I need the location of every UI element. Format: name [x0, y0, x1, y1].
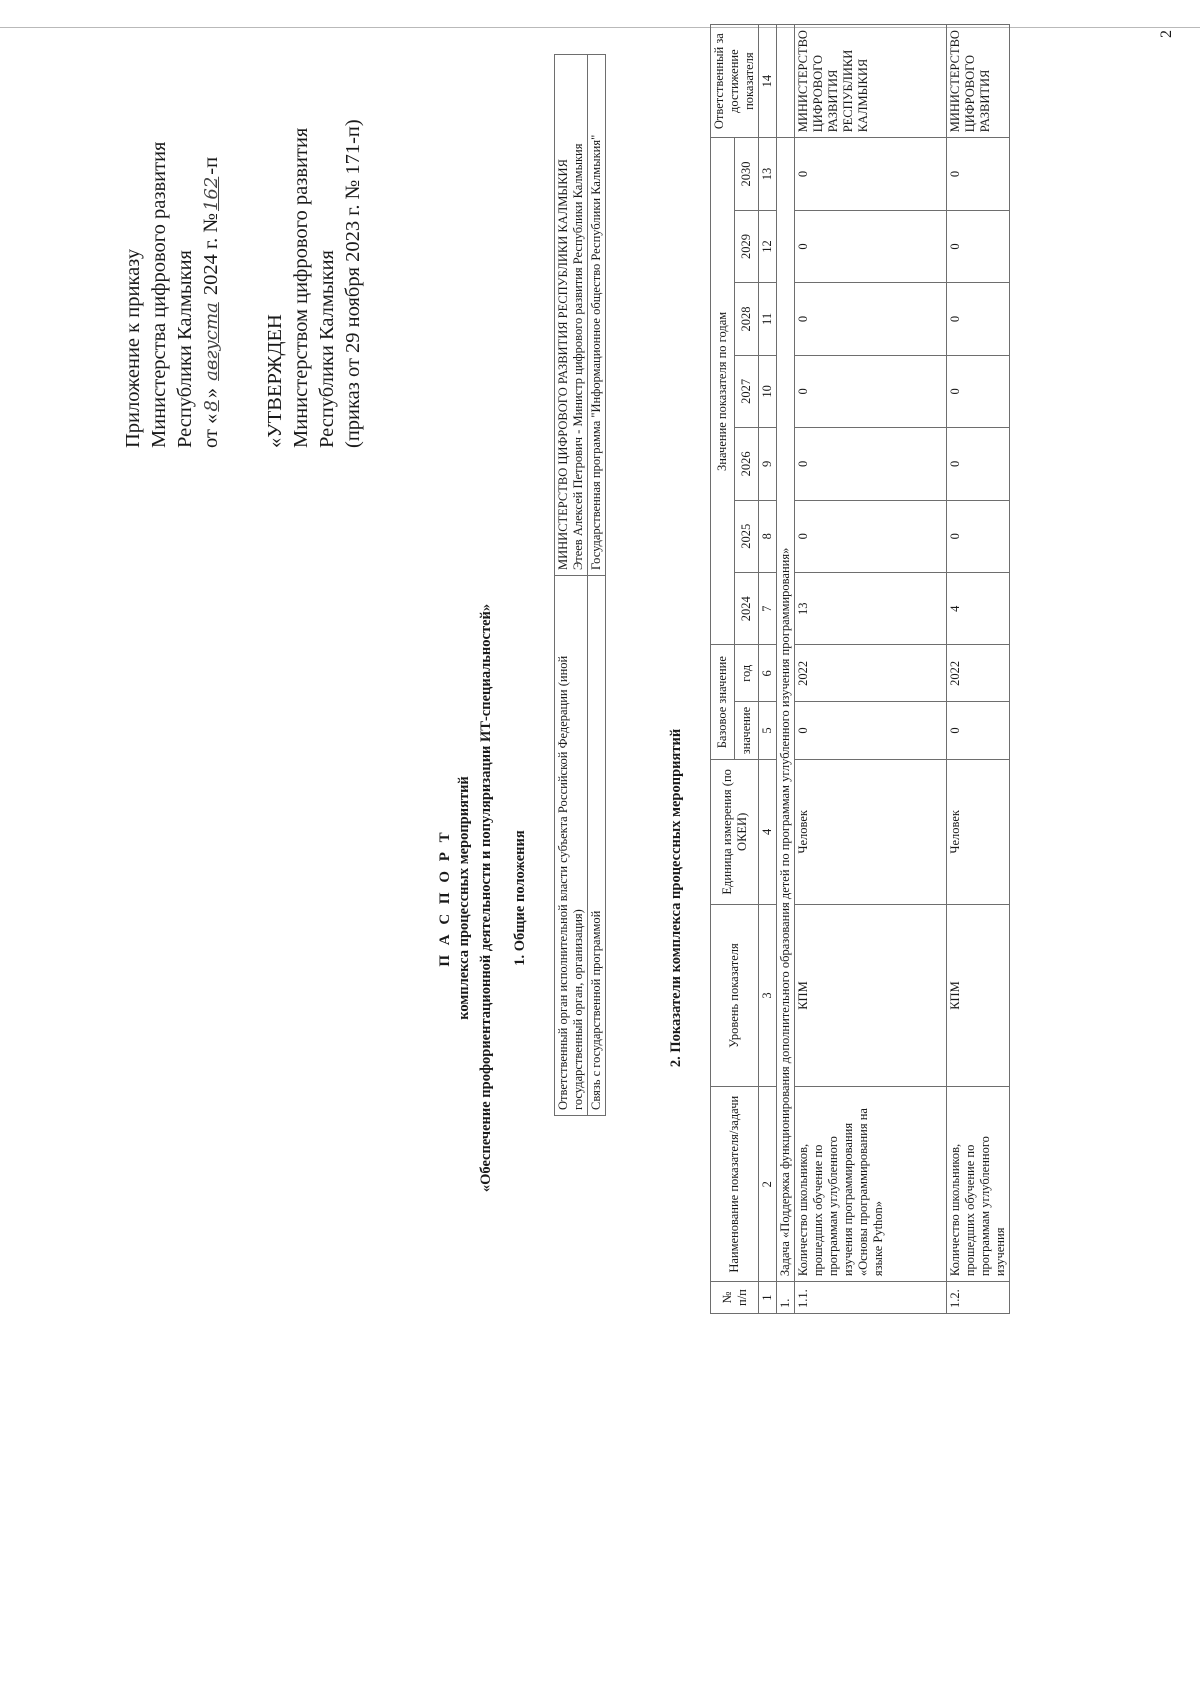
- year-value: 0: [795, 138, 947, 210]
- approved-line-2: Министерством цифрового развития: [290, 127, 312, 448]
- col-number: 3: [759, 904, 777, 1087]
- col-header-values-by-year: Значение показателя по годам: [711, 138, 735, 645]
- approved-line-1: «УТВЕРЖДЕН: [264, 314, 286, 448]
- base-year: 2022: [795, 645, 947, 702]
- indicator-unit: Человек: [947, 759, 1010, 904]
- date-day-handwritten: 8: [201, 400, 222, 412]
- year-value: 0: [795, 210, 947, 282]
- col-number: 12: [759, 210, 777, 282]
- appendix-date-line: [198, 142, 225, 448]
- col-header-year: 2030: [735, 138, 759, 210]
- year-value: 4: [947, 573, 1010, 645]
- responsible-org: МИНИСТЕРСТВО ЦИФРОВОГО РАЗВИТИЯ РЕСПУБЛИКИ КАЛМЫКИЯ: [795, 25, 947, 138]
- general-provisions-table: [554, 54, 606, 1116]
- approved-line-4: (приказ от 29 ноября 2023 г. № 171-п): [342, 119, 364, 448]
- appendix-block: [120, 142, 225, 448]
- col-number: 2: [759, 1087, 777, 1282]
- approved-block: [262, 119, 366, 448]
- appendix-line-3: Республики Калмыкия: [174, 250, 196, 448]
- col-header-responsible: Ответственный за достижение показателя: [711, 25, 759, 138]
- col-number: 13: [759, 138, 777, 210]
- col-number: 7: [759, 573, 777, 645]
- col-number: 8: [759, 500, 777, 572]
- task-responsible-empty: [777, 25, 795, 138]
- page-number: 2: [1158, 30, 1175, 38]
- year-value: 0: [947, 428, 1010, 500]
- col-header-year: 2025: [735, 500, 759, 572]
- indicator-name: Количество школьников, прошедших обучение по программам углубленного изучения программирования «Основы программирования на языке Python»: [795, 1087, 947, 1282]
- program-link-label: Связь с государственной программой: [588, 576, 606, 1116]
- row-num: 1.1.: [795, 1282, 947, 1314]
- col-number: 14: [759, 25, 777, 138]
- date-month-handwritten: августа: [201, 302, 222, 381]
- col-header-name: Наименование показателя/задачи: [711, 1087, 759, 1282]
- task-num: 1.: [777, 1282, 795, 1314]
- base-value: 0: [947, 702, 1010, 760]
- date-year: 2024 г. №: [200, 213, 222, 301]
- approved-line-3: Республики Калмыкия: [316, 250, 338, 448]
- base-year: 2022: [947, 645, 1010, 702]
- responsible-org: МИНИСТЕРСТВО ЦИФРОВОГО РАЗВИТИЯ: [947, 25, 1010, 138]
- task-row: [777, 25, 795, 1314]
- date-prefix: от «: [200, 413, 222, 448]
- col-number: 1: [759, 1282, 777, 1314]
- row-num: 1.2.: [947, 1282, 1010, 1314]
- table-row: [947, 25, 1010, 1314]
- order-number-suffix: -п: [200, 156, 222, 175]
- col-number: 10: [759, 355, 777, 427]
- indicators-table: [710, 24, 1010, 1314]
- section-2-heading: 2. Показатели комплекса процессных мероприятий: [668, 728, 684, 1068]
- section-1-heading: 1. Общие положения: [512, 830, 528, 966]
- year-value: 0: [795, 500, 947, 572]
- year-value: 0: [947, 355, 1010, 427]
- col-header-base: Базовое значение: [711, 645, 735, 759]
- passport-title: П А С П О Р Т: [437, 829, 453, 967]
- col-header-year: 2026: [735, 428, 759, 500]
- indicator-level: КПМ: [947, 904, 1010, 1087]
- col-number: 5: [759, 702, 777, 760]
- col-header-year: 2027: [735, 355, 759, 427]
- passport-subtitle: комплекса процессных мероприятий: [456, 776, 472, 1020]
- appendix-line-1: Приложение к приказу: [122, 248, 144, 448]
- col-header-num: № п/п: [711, 1282, 759, 1314]
- program-link-value: Государственная программа "Информационное общество Республики Калмыкия": [588, 55, 606, 576]
- table-row: [588, 55, 606, 1116]
- date-mid: »: [200, 382, 222, 399]
- col-header-unit: Единица измерения (по ОКЕИ): [711, 759, 759, 904]
- col-number: 11: [759, 283, 777, 355]
- indicator-level: КПМ: [795, 904, 947, 1087]
- table-row: [795, 25, 947, 1314]
- column-number-row: [759, 25, 777, 1314]
- base-value: 0: [795, 702, 947, 760]
- col-header-level: Уровень показателя: [711, 904, 759, 1087]
- col-header-year: 2024: [735, 573, 759, 645]
- table-row: [555, 55, 588, 1116]
- col-number: 4: [759, 759, 777, 904]
- year-value: 0: [795, 355, 947, 427]
- col-number: 9: [759, 428, 777, 500]
- col-header-base-value: значение: [735, 702, 759, 760]
- indicator-unit: Человек: [795, 759, 947, 904]
- col-header-base-year: год: [735, 645, 759, 702]
- indicator-name: Количество школьников, прошедших обучение по программам углубленного изучения: [947, 1087, 1010, 1282]
- col-number: 6: [759, 645, 777, 702]
- responsible-body-value: МИНИСТЕРСТВО ЦИФРОВОГО РАЗВИТИЯ РЕСПУБЛИКИ КАЛМЫКИЯ Этеев Алексей Петрович - Министр цифрового развития Республики Калмыкия: [555, 55, 588, 576]
- col-header-year: 2029: [735, 210, 759, 282]
- task-text: Задача «Поддержка функционирования дополнительного образования детей по программам углубленного изучения программирования»: [777, 138, 795, 1282]
- col-header-year: 2028: [735, 283, 759, 355]
- year-value: 0: [795, 428, 947, 500]
- year-value: 0: [947, 138, 1010, 210]
- appendix-line-2: Министерства цифрового развития: [148, 141, 170, 448]
- table-header-row: [711, 25, 735, 1314]
- responsible-body-label: Ответственный орган исполнительной власти субъекта Российской Федерации (иной государственный орган, организация): [555, 576, 588, 1116]
- year-value: 0: [947, 210, 1010, 282]
- year-value: 0: [795, 283, 947, 355]
- year-value: 0: [947, 500, 1010, 572]
- year-value: 13: [795, 573, 947, 645]
- order-number-handwritten: 162: [201, 176, 222, 212]
- passport-name: «Обеспечение профориентационной деятельности и популяризации ИТ-специальностей»: [478, 603, 494, 1193]
- year-value: 0: [947, 283, 1010, 355]
